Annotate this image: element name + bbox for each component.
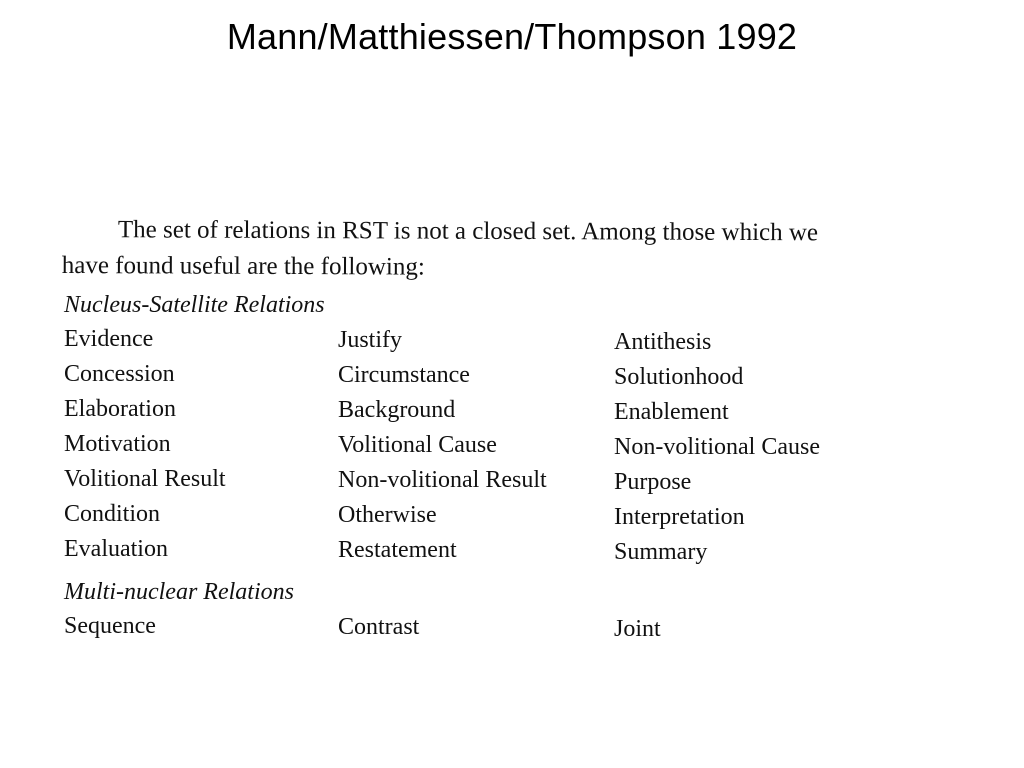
relation-item: Enablement xyxy=(614,399,729,425)
relation-item: Interpretation xyxy=(614,504,745,530)
relation-item: Evidence xyxy=(64,326,154,352)
relation-item: Joint xyxy=(614,616,661,642)
intro-line-2: have found useful are the following: xyxy=(61,251,425,281)
scanned-text-excerpt xyxy=(62,212,982,662)
slide-title: Mann/Matthiessen/Thompson 1992 xyxy=(226,16,798,57)
relation-item: Evaluation xyxy=(64,536,168,562)
nucleus-satellite-heading: Nucleus-Satellite Relations xyxy=(64,292,325,318)
relation-item: Condition xyxy=(64,501,161,527)
relation-item: Contrast xyxy=(338,614,420,640)
relation-item: Elaboration xyxy=(64,396,176,422)
nucleus-satellite-relations-grid xyxy=(64,322,982,567)
intro-paragraph xyxy=(62,212,982,288)
relation-item: Concession xyxy=(64,361,175,387)
relation-item: Circumstance xyxy=(338,362,470,388)
relation-item: Background xyxy=(338,397,456,423)
relation-item: Sequence xyxy=(64,613,156,639)
relation-item: Solutionhood xyxy=(614,364,744,390)
relation-item: Justify xyxy=(338,327,403,353)
multi-nuclear-heading: Multi-nuclear Relations xyxy=(64,579,294,605)
relation-item: Restatement xyxy=(338,537,457,563)
relation-item: Volitional Cause xyxy=(338,432,497,458)
relation-item: Volitional Result xyxy=(64,466,226,492)
relation-item: Antithesis xyxy=(614,329,712,355)
relation-item: Non-volitional Result xyxy=(338,467,547,493)
relation-item: Summary xyxy=(614,539,708,565)
relation-item: Otherwise xyxy=(338,502,437,528)
relation-item: Motivation xyxy=(64,431,171,457)
intro-line-1: The set of relations in RST is not a closed set. Among those which we xyxy=(117,216,819,247)
relation-item: Purpose xyxy=(614,469,692,495)
multi-nuclear-relations-grid xyxy=(64,609,982,644)
relation-item: Non-volitional Cause xyxy=(614,434,820,460)
